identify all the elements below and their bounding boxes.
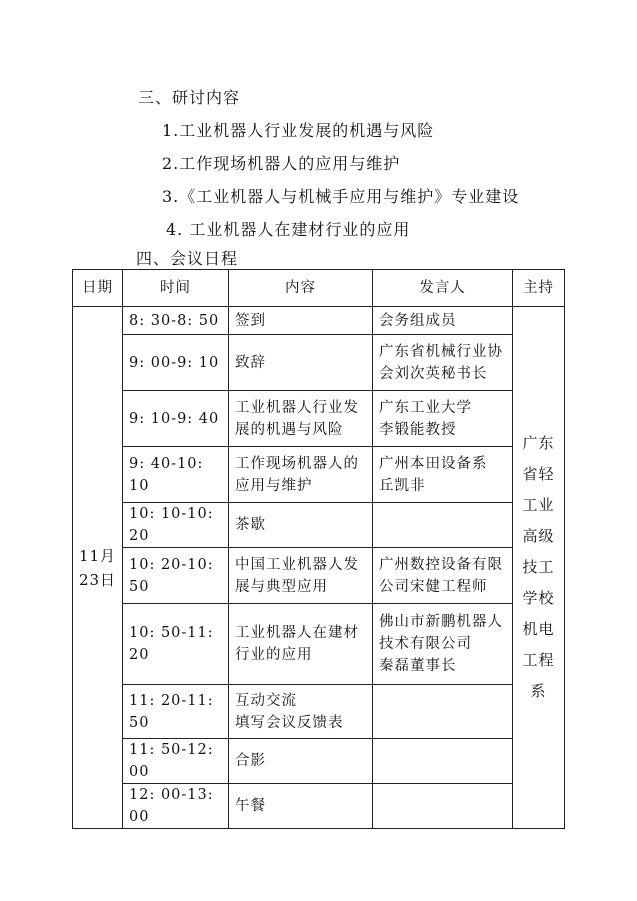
speaker-cell: 广州数控设备有限 公司宋健工程师: [373, 548, 513, 604]
content-cell: 签到: [229, 307, 373, 335]
content-cell: 合影: [229, 739, 373, 784]
time-cell: 9: 40-10: 10: [123, 447, 229, 503]
table-row: [73, 503, 565, 548]
table-row: [73, 447, 565, 503]
table-row: [73, 335, 565, 391]
time-cell: 12: 00-13: 00: [123, 784, 229, 829]
speaker-cell: 广东工业大学 李锻能教授: [373, 391, 513, 447]
speaker-cell: 会务组成员: [373, 307, 513, 335]
time-cell: 11: 50-12: 00: [123, 739, 229, 784]
header-speaker: 发言人: [373, 270, 513, 307]
content-cell: 工业机器人行业发 展的机遇与风险: [229, 391, 373, 447]
time-cell: 8: 30-8: 50: [123, 307, 229, 335]
time-cell: 11: 20-11: 50: [123, 685, 229, 739]
speaker-cell: [373, 685, 513, 739]
agenda-topic-4: 4. 工业机器人在建材行业的应用: [166, 220, 411, 239]
speaker-cell: 广州本田设备系 丘凯非: [373, 447, 513, 503]
table-row: [73, 548, 565, 604]
speaker-cell: 佛山市新鹏机器人 技术有限公司 秦磊董事长: [373, 604, 513, 685]
header-time: 时间: [123, 270, 229, 307]
content-cell: 工业机器人在建材 行业的应用: [229, 604, 373, 685]
header-date: 日期: [73, 270, 123, 307]
time-cell: 10: 10-10: 20: [123, 503, 229, 548]
agenda-topic-2: 2.工作现场机器人的应用与维护: [162, 154, 401, 173]
section-3-heading: 三、研讨内容: [138, 88, 241, 107]
table-row: [73, 685, 565, 739]
time-cell: 9: 00-9: 10: [123, 335, 229, 391]
time-cell: 10: 50-11: 20: [123, 604, 229, 685]
section-4-heading: 四、会议日程: [136, 249, 239, 268]
schedule-table: [72, 269, 565, 829]
content-cell: 中国工业机器人发 展与典型应用: [229, 548, 373, 604]
content-cell: 茶歇: [229, 503, 373, 548]
content-cell: 工作现场机器人的 应用与维护: [229, 447, 373, 503]
speaker-cell: 广东省机械行业协 会刘次英秘书长: [373, 335, 513, 391]
time-cell: 10: 20-10: 50: [123, 548, 229, 604]
table-row: [73, 604, 565, 685]
content-cell: 互动交流 填写会议反馈表: [229, 685, 373, 739]
host-text: 广东 省轻 工业 高级 技工 学校 机电 工程 系: [522, 434, 555, 700]
header-host: 主持: [513, 270, 565, 307]
speaker-cell: [373, 739, 513, 784]
content-cell: 午餐: [229, 784, 373, 829]
speaker-cell: [373, 784, 513, 829]
table-row: [73, 739, 565, 784]
time-cell: 9: 10-9: 40: [123, 391, 229, 447]
date-text: 11月 23日: [78, 546, 117, 589]
host-cell: [513, 307, 565, 829]
date-cell: [73, 307, 123, 829]
content-cell: 致辞: [229, 335, 373, 391]
agenda-topic-1: 1.工业机器人行业发展的机遇与风险: [162, 121, 435, 140]
table-header-row: [73, 270, 565, 307]
table-row: [73, 784, 565, 829]
table-row: [73, 391, 565, 447]
table-row: [73, 307, 565, 335]
header-content: 内容: [229, 270, 373, 307]
speaker-cell: [373, 503, 513, 548]
agenda-topic-3: 3.《工业机器人与机械手应用与维护》专业建设: [162, 187, 520, 206]
